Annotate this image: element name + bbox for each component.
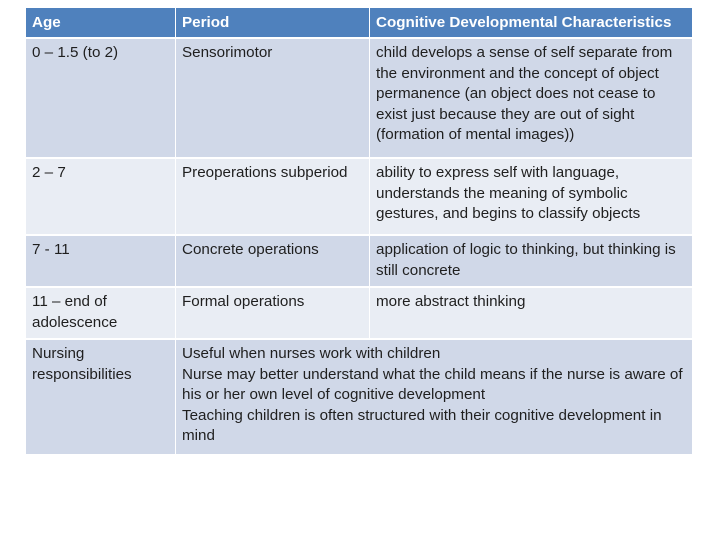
table-body <box>26 38 693 455</box>
age-cell: 2 – 7 <box>26 158 176 235</box>
age-cell: 7 - 11 <box>26 235 176 287</box>
nursing-content-cell <box>176 339 693 455</box>
nursing-row <box>26 339 693 455</box>
table-header <box>26 8 693 39</box>
header-row <box>26 8 693 39</box>
period-cell: Formal operations <box>176 287 370 339</box>
table-row <box>26 287 693 339</box>
period-cell: Concrete operations <box>176 235 370 287</box>
table-row <box>26 235 693 287</box>
header-age: Age <box>26 8 176 39</box>
nursing-label-cell: Nursing responsibilities <box>26 339 176 455</box>
characteristics-cell: application of logic to thinking, but thinking is still concrete <box>370 235 693 287</box>
nursing-line: Teaching children is often structured with their cognitive development in mind <box>182 406 662 445</box>
characteristics-cell: child develops a sense of self separate from the environment and the concept of object permanence (an object does not cease to exist just because they are out of sight (formation of mental images)) <box>370 38 693 158</box>
age-cell: 0 – 1.5 (to 2) <box>26 38 176 158</box>
period-cell: Preoperations subperiod <box>176 158 370 235</box>
age-cell: 11 – end of adolescence <box>26 287 176 339</box>
nursing-line: Nurse may better understand what the child means if the nurse is aware of his or her own level of cognitive development <box>182 365 683 404</box>
header-characteristics: Cognitive Developmental Characteristics <box>370 8 693 39</box>
table-row <box>26 158 693 235</box>
header-period: Period <box>176 8 370 39</box>
nursing-line: Useful when nurses work with children <box>182 345 441 363</box>
characteristics-cell: ability to express self with language, understands the meaning of symbolic gestures, and begins to classify objects <box>370 158 693 235</box>
table-row <box>26 38 693 158</box>
cognitive-development-table <box>25 7 693 456</box>
characteristics-cell: more abstract thinking <box>370 287 693 339</box>
period-cell: Sensorimotor <box>176 38 370 158</box>
